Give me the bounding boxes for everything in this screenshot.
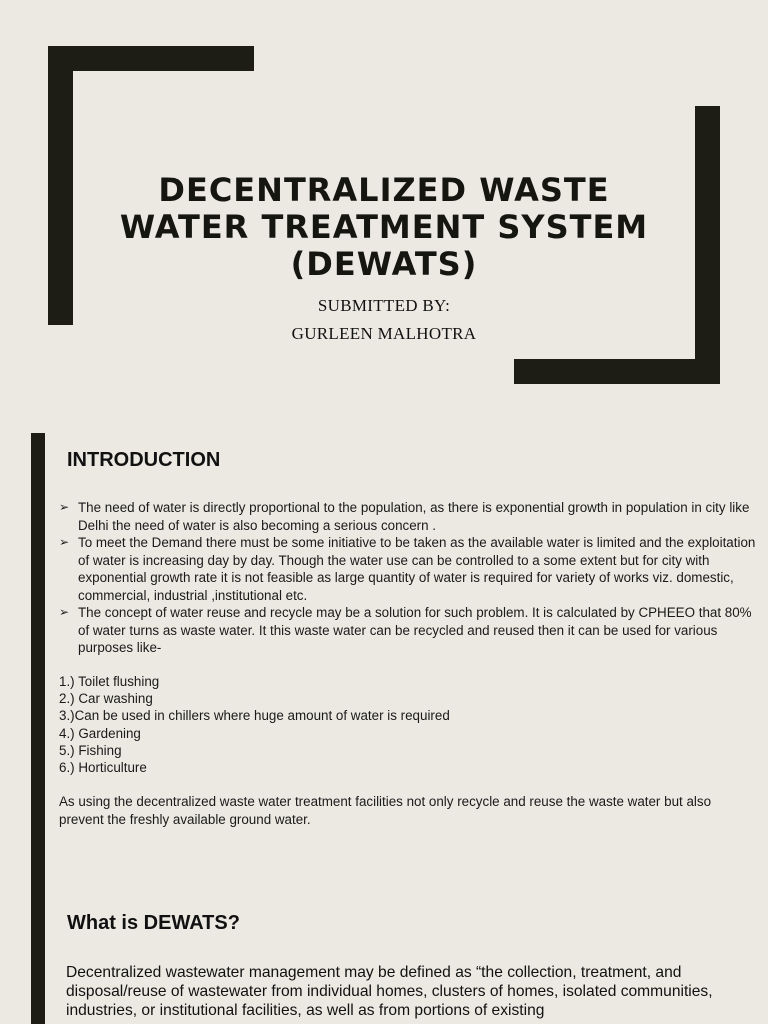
frame-bottom-right-horizontal [514, 359, 720, 384]
definition-slide [0, 866, 768, 1024]
list-item: 6.) Horticulture [59, 760, 147, 776]
slide-title [100, 172, 668, 283]
list-item: 3.)Can be used in chillers where huge amount of water is required [59, 708, 450, 724]
frame-top-left-vertical [48, 46, 73, 325]
author-name: GURLEEN MALHOTRA [291, 324, 477, 343]
section-heading: What is DEWATS? [67, 912, 240, 934]
list-item: 5.) Fishing [59, 742, 122, 758]
frame-top-left-horizontal [48, 46, 254, 71]
arrow-bullet-icon: ➢ [59, 605, 70, 619]
arrow-bullet-icon: ➢ [59, 500, 70, 514]
bullet-text: The need of water is directly proportional to the population, as there is exponential growth in population in city like Delhi the need of water is also becoming a serious concern . [78, 500, 750, 533]
bullet-item [59, 499, 759, 534]
closing-paragraph: As using the decentralized waste water treatment facilities not only recycle and reuse the waste water but also prevent the freshly available ground water. [59, 794, 712, 827]
section-heading: INTRODUCTION [67, 449, 221, 471]
submitted-by-label: SUBMITTED BY: [317, 296, 451, 315]
left-accent-bar [31, 866, 45, 1024]
introduction-slide [0, 420, 768, 866]
bullet-list [59, 499, 759, 657]
bullet-text: The concept of water reuse and recycle may be a solution for such problem. It is calculated by CPHEEO that 80% of water turns as waste water. It this waste water can be recycled and reused then it can be used for various purposes like- [78, 605, 752, 655]
title-slide [0, 0, 768, 420]
list-item: 2.) Car washing [59, 691, 153, 707]
bullet-item [59, 604, 759, 657]
definition-paragraph: Decentralized wastewater management may be defined as “the collection, treatment, and disposal/reuse of wastewater from individual homes, clusters of homes, isolated communities, industries, or institutional facilities, as well as from portions of existing [66, 964, 713, 1019]
title-line: (DEWATS) [290, 245, 478, 283]
bullet-text: To meet the Demand there must be some initiative to be taken as the available water is limited and the exploitation of water is increasing day by day. Though the water use can be controlled to a some extent but for city with exponential growth rate it is not feasible as large quantity of water is required for variety of works viz. domestic, commercial, industrial ,institutional etc. [78, 535, 756, 603]
bullet-item [59, 534, 759, 604]
title-line: DECENTRALIZED WASTE [158, 171, 610, 209]
arrow-bullet-icon: ➢ [59, 535, 70, 549]
left-accent-bar [31, 433, 45, 866]
list-item: 1.) Toilet flushing [59, 674, 160, 689]
uses-list [59, 673, 450, 776]
list-item: 4.) Gardening [59, 725, 141, 741]
title-line: WATER TREATMENT SYSTEM [119, 208, 649, 246]
